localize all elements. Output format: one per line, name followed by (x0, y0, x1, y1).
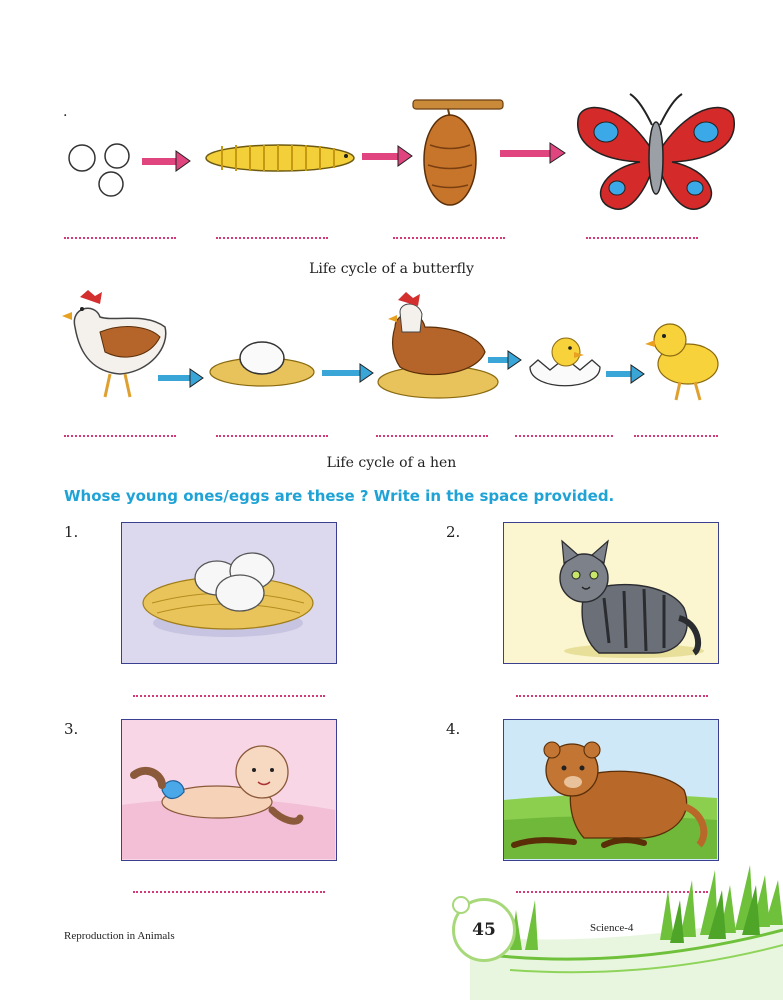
butterfly (578, 94, 734, 209)
pupa (413, 100, 503, 205)
picture-eggs-in-nest (121, 522, 337, 664)
answer-line[interactable] (393, 237, 505, 239)
chick (645, 324, 718, 400)
arrow-right-icon (322, 364, 373, 382)
arrow-right-icon (500, 143, 565, 163)
answer-line[interactable] (634, 435, 718, 437)
hen (62, 290, 166, 397)
badge-ring-icon (452, 896, 470, 914)
question-number: 2. (446, 523, 461, 541)
question-number: 1. (64, 523, 79, 541)
answer-line[interactable] (516, 695, 708, 697)
hen-life-cycle (0, 282, 783, 412)
page-dot: . (63, 104, 68, 120)
answer-line[interactable] (64, 237, 176, 239)
answer-line[interactable] (64, 435, 176, 437)
arrow-right-icon (488, 351, 521, 369)
chapter-name: Reproduction in Animals (64, 930, 175, 942)
picture-cat (503, 522, 719, 664)
answer-line[interactable] (586, 237, 698, 239)
page-number: 45 (472, 920, 496, 940)
hatching-chick (530, 338, 600, 386)
caterpillar (206, 145, 354, 171)
answer-line[interactable] (216, 237, 328, 239)
picture-lioness (503, 719, 719, 861)
arrow-right-icon (606, 365, 644, 383)
butterfly-caption: Life cycle of a butterfly (309, 261, 474, 277)
arrow-right-icon (158, 369, 203, 387)
answer-line[interactable] (216, 435, 328, 437)
egg-in-nest (210, 342, 314, 386)
arrow-right-icon (362, 146, 412, 166)
question-number: 4. (446, 720, 461, 738)
butterfly-eggs (69, 144, 129, 196)
butterfly-life-cycle (0, 90, 783, 225)
exercise-heading: Whose young ones/eggs are these ? Write in the space provided. (64, 487, 615, 505)
hen-caption: Life cycle of a hen (326, 455, 457, 471)
picture-baby (121, 719, 337, 861)
answer-line[interactable] (133, 695, 325, 697)
arrow-right-icon (142, 151, 190, 171)
question-number: 3. (64, 720, 79, 738)
answer-line[interactable] (376, 435, 488, 437)
answer-line[interactable] (515, 435, 613, 437)
book-title: Science-4 (590, 922, 634, 934)
answer-line[interactable] (133, 891, 325, 893)
hen-sitting-on-nest (378, 292, 498, 398)
